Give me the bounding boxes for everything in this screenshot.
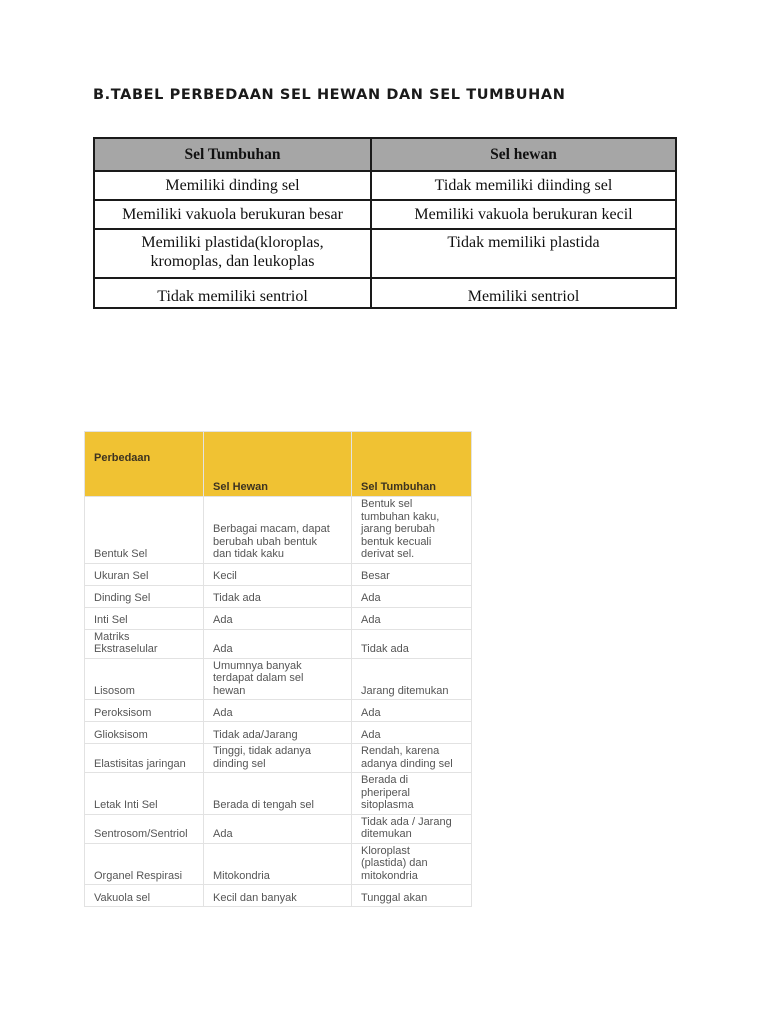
table-cell: Tidak ada (352, 629, 472, 658)
table-header-row (85, 432, 472, 497)
table-cell: Rendah, karena adanya dinding sel (352, 744, 472, 773)
table-cell: Berbagai macam, dapat berubah ubah bentuk dan tidak kaku (204, 497, 352, 564)
table-cell: Besar (352, 563, 472, 585)
table-row (85, 585, 472, 607)
table-cell: Tidak ada (204, 585, 352, 607)
table-row (85, 744, 472, 773)
table-row (85, 607, 472, 629)
table-cell: Ada (352, 722, 472, 744)
table-cell: Tidak memiliki sentriol (94, 278, 371, 308)
table-cell: Kecil (204, 563, 352, 585)
table-cell: Berada di tengah sel (204, 773, 352, 815)
table-row (85, 563, 472, 585)
table-cell: Letak Inti Sel (85, 773, 204, 815)
table-cell: Mitokondria (204, 843, 352, 885)
table-row (94, 171, 676, 200)
table-row (85, 497, 472, 564)
table-row (85, 722, 472, 744)
table-cell: Kecil dan banyak (204, 885, 352, 907)
table-cell: Ada (352, 585, 472, 607)
table-cell: Ukuran Sel (85, 563, 204, 585)
table-cell: Tidak ada / Jarang ditemukan (352, 814, 472, 843)
plant-animal-cell-table (93, 137, 677, 309)
table-cell: Bentuk Sel (85, 497, 204, 564)
table-row (85, 773, 472, 815)
table-cell: Tidak memiliki plastida (371, 229, 676, 278)
table-cell: Berada di pheriperal sitoplasma (352, 773, 472, 815)
table-cell: Umumnya banyak terdapat dalam sel hewan (204, 658, 352, 700)
table-cell: Matriks Ekstraselular (85, 629, 204, 658)
table-cell: Ada (204, 700, 352, 722)
table-row (85, 658, 472, 700)
table-body (85, 497, 472, 907)
table-row (94, 278, 676, 308)
table-cell: Ada (352, 700, 472, 722)
table-cell: Vakuola sel (85, 885, 204, 907)
table-cell: Ada (204, 629, 352, 658)
table-cell: Lisosom (85, 658, 204, 700)
section-heading: B.TABEL PERBEDAAN SEL HEWAN DAN SEL TUMBUHAN (93, 87, 566, 103)
table-row (85, 814, 472, 843)
column-header-sel-hewan: Sel Hewan (204, 432, 352, 497)
table-row (85, 843, 472, 885)
table-cell: Organel Respirasi (85, 843, 204, 885)
table-row (85, 700, 472, 722)
table-cell: Tinggi, tidak adanya dinding sel (204, 744, 352, 773)
table-cell: Kloroplast (plastida) dan mitokondria (352, 843, 472, 885)
table-cell: Sentrosom/Sentriol (85, 814, 204, 843)
table-header-row (94, 138, 676, 171)
table-cell: Jarang ditemukan (352, 658, 472, 700)
table-cell: Elastisitas jaringan (85, 744, 204, 773)
table-cell: Memiliki sentriol (371, 278, 676, 308)
table-cell: Tunggal akan (352, 885, 472, 907)
table-row (94, 229, 676, 278)
table-cell: Tidak memiliki diinding sel (371, 171, 676, 200)
table-cell: Memiliki vakuola berukuran kecil (371, 200, 676, 229)
table-cell: Bentuk sel tumbuhan kaku, jarang berubah bentuk kecuali derivat sel. (352, 497, 472, 564)
cell-differences-table (84, 431, 472, 907)
table-cell: Ada (352, 607, 472, 629)
table-row (85, 629, 472, 658)
table-row (94, 200, 676, 229)
table-cell: Ada (204, 814, 352, 843)
table-cell: Ada (204, 607, 352, 629)
column-header-sel-hewan: Sel hewan (371, 138, 676, 171)
table-cell: Memiliki plastida(kloroplas, kromoplas, dan leukoplas (94, 229, 371, 278)
column-header-perbedaan: Perbedaan (85, 432, 204, 497)
table-row (85, 885, 472, 907)
table-cell: Memiliki vakuola berukuran besar (94, 200, 371, 229)
column-header-sel-tumbuhan: Sel Tumbuhan (94, 138, 371, 171)
column-header-sel-tumbuhan: Sel Tumbuhan (352, 432, 472, 497)
table-cell: Tidak ada/Jarang (204, 722, 352, 744)
table-cell: Inti Sel (85, 607, 204, 629)
table-cell: Dinding Sel (85, 585, 204, 607)
table-cell: Memiliki dinding sel (94, 171, 371, 200)
table-cell: Glioksisom (85, 722, 204, 744)
table-cell: Peroksisom (85, 700, 204, 722)
